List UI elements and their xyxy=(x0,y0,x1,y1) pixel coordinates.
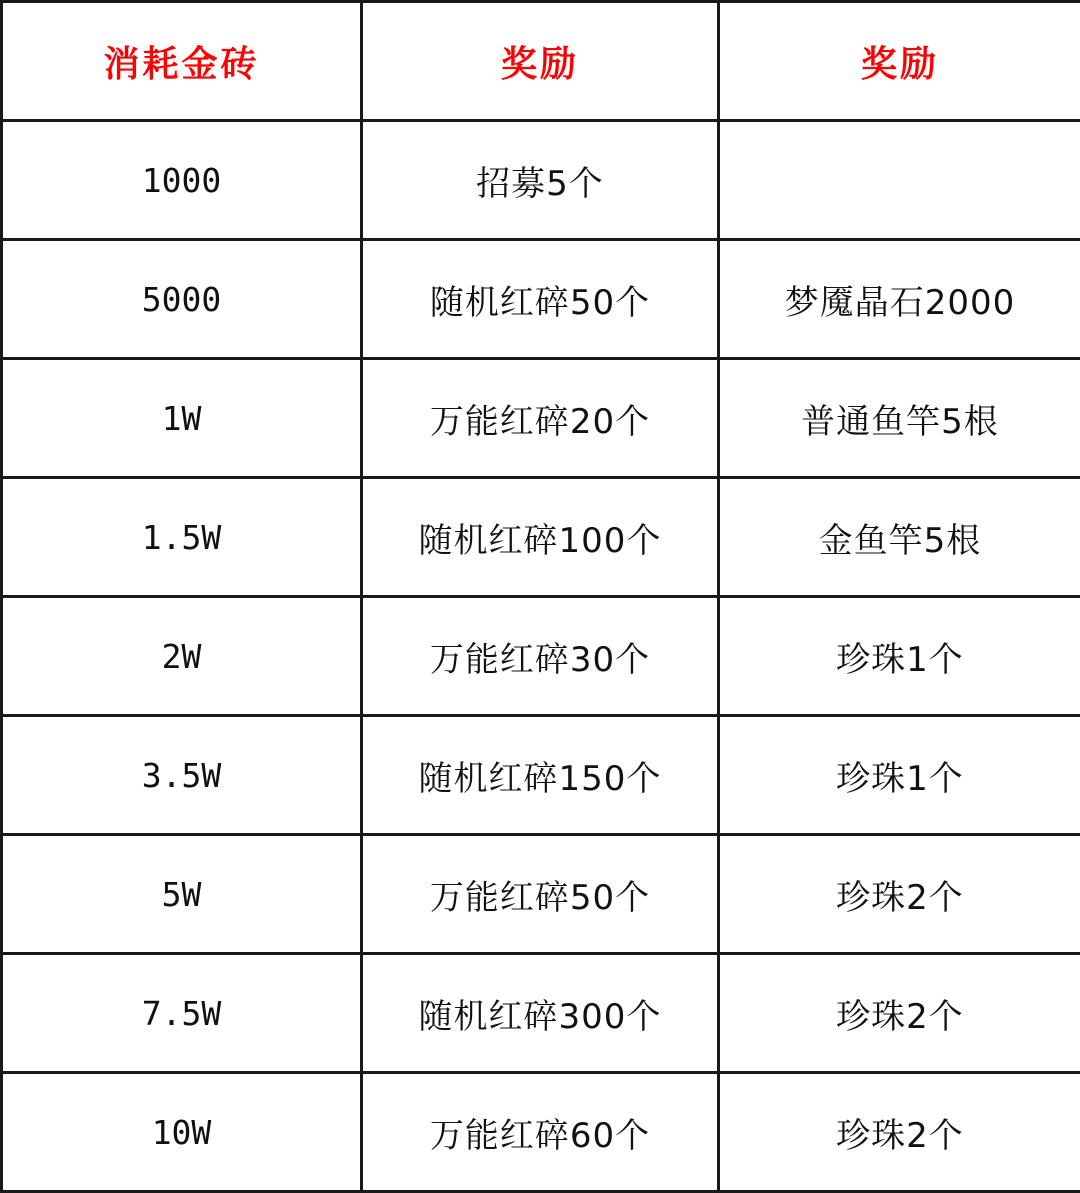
table-row xyxy=(2,240,1080,359)
column-header-cost: 消耗金砖 xyxy=(2,2,362,121)
cell-reward-1: 随机红碎150个 xyxy=(362,716,719,835)
table-body xyxy=(2,121,1080,1192)
cell-cost: 3.5W xyxy=(2,716,362,835)
cell-reward-1: 万能红碎60个 xyxy=(362,1073,719,1192)
cell-reward-2: 珍珠2个 xyxy=(719,835,1080,954)
table-row xyxy=(2,478,1080,597)
cell-reward-2: 珍珠2个 xyxy=(719,1073,1080,1192)
cell-cost: 1.5W xyxy=(2,478,362,597)
table-header-row xyxy=(2,2,1080,121)
table-row xyxy=(2,359,1080,478)
cell-reward-2: 珍珠1个 xyxy=(719,716,1080,835)
cell-reward-2 xyxy=(719,121,1080,240)
table-row xyxy=(2,1073,1080,1192)
cell-reward-1: 万能红碎20个 xyxy=(362,359,719,478)
cell-cost: 2W xyxy=(2,597,362,716)
cell-cost: 5000 xyxy=(2,240,362,359)
table-row xyxy=(2,835,1080,954)
cell-reward-2: 普通鱼竿5根 xyxy=(719,359,1080,478)
cell-reward-2: 珍珠2个 xyxy=(719,954,1080,1073)
cell-reward-2: 梦魇晶石2000 xyxy=(719,240,1080,359)
cell-cost: 10W xyxy=(2,1073,362,1192)
cell-cost: 1W xyxy=(2,359,362,478)
cell-reward-1: 随机红碎100个 xyxy=(362,478,719,597)
table-row xyxy=(2,121,1080,240)
cell-cost: 5W xyxy=(2,835,362,954)
cell-cost: 7.5W xyxy=(2,954,362,1073)
cell-reward-1: 万能红碎50个 xyxy=(362,835,719,954)
cell-cost: 1000 xyxy=(2,121,362,240)
cell-reward-1: 随机红碎50个 xyxy=(362,240,719,359)
cell-reward-2: 金鱼竿5根 xyxy=(719,478,1080,597)
column-header-reward-2: 奖励 xyxy=(719,2,1080,121)
cell-reward-1: 随机红碎300个 xyxy=(362,954,719,1073)
cell-reward-2: 珍珠1个 xyxy=(719,597,1080,716)
column-header-reward-1: 奖励 xyxy=(362,2,719,121)
table-row xyxy=(2,716,1080,835)
table-row xyxy=(2,954,1080,1073)
table-row xyxy=(2,597,1080,716)
cell-reward-1: 万能红碎30个 xyxy=(362,597,719,716)
table-header xyxy=(2,2,1080,121)
cell-reward-1: 招募5个 xyxy=(362,121,719,240)
